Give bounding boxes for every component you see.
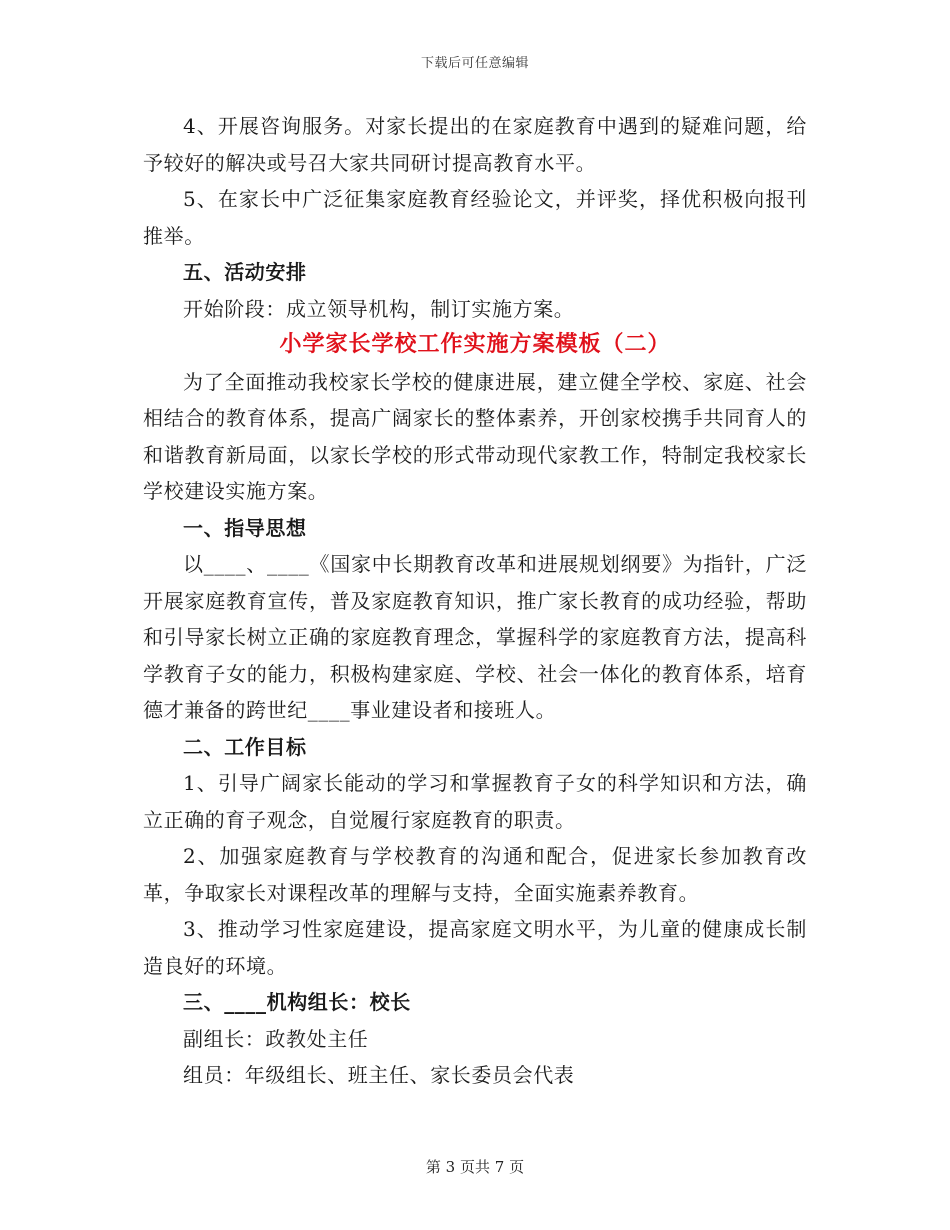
section-heading-three: 三、____机构组长：校长 [183,990,411,1014]
section-heading-two: 二、工作目标 [183,734,307,759]
document-body [143,108,807,1094]
paragraph-item-5: 5、在家长中广泛征集家庭教育经验论文，并评奖，择优积极向报刊推举。 [143,187,807,248]
header-note: 下载后可任意编辑 [420,56,529,71]
paragraph-goal-3: 3、推动学习性家庭建设，提高家庭文明水平，为儿童的健康成长制造良好的环境。 [143,917,807,978]
paragraph-members: 组员：年级组长、班主任、家长委员会代表 [183,1063,575,1087]
paragraph-deputy-leader: 副组长：政教处主任 [183,1026,369,1051]
paragraph-goal-2: 2、加强家庭教育与学校教育的沟通和配合，促进家长参加教育改革，争取家长对课程改革的理解与支持，全面实施素养教育。 [143,844,807,905]
document-title: 小学家长学校工作实施方案模板（二） [279,332,671,357]
paragraph-start-stage: 开始阶段：成立领导机构，制订实施方案。 [183,296,575,321]
section-heading-one: 一、指导思想 [183,515,307,540]
paragraph-intro: 为了全面推动我校家长学校的健康进展，建立健全学校、家庭、社会相结合的教育体系，提高广阔家长的整体素养，开创家校携手共同育人的和谐教育新局面，以家长学校的形式带动现代家教工作，特制定我校家长学校建设实施方案。 [143,369,807,503]
paragraph-goal-1: 1、引导广阔家长能动的学习和掌握教育子女的科学知识和方法，确立正确的育子观念，自觉履行家庭教育的职责。 [143,771,807,832]
paragraph-item-4: 4、开展咨询服务。对家长提出的在家庭教育中遇到的疑难问题，给予较好的解决或号召大家共同研讨提高教育水平。 [143,114,807,175]
page-number: 第 3 页共 7 页 [425,1158,525,1176]
paragraph-guiding-thought: 以____、____《国家中长期教育改革和进展规划纲要》为指针，广泛开展家庭教育宣传，普及家庭教育知识，推广家长教育的成功经验，帮助和引导家长树立正确的家庭教育理念，掌握科学的家庭教育方法，提高科学教育子女的能力，积极构建家庭、学校、社会一体化的教育体系，培育德才兼备的跨世纪____事业建设者和接班人。 [143,552,807,722]
section-heading-five: 五、活动安排 [183,260,307,284]
